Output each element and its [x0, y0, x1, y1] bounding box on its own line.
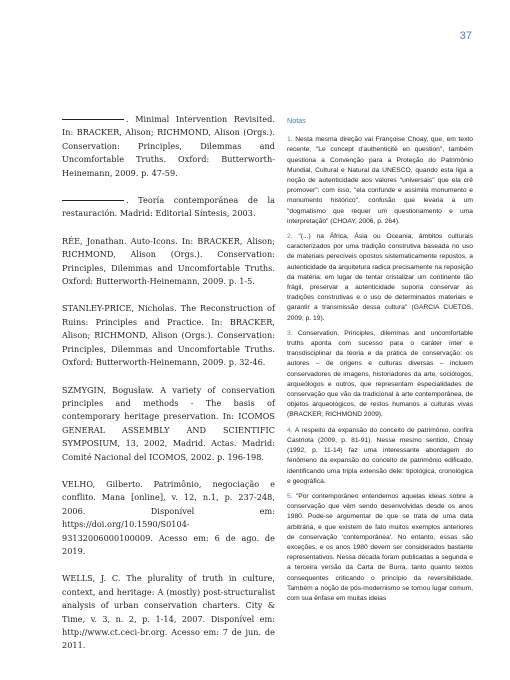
- footnote-number: 4.: [287, 426, 293, 434]
- footnote: 3. Conservation. Principles, dilemmas and uncomfortable truths aponta com sucesso para o caráter inter e transdisciplinar da teoria e da prática de conservação: os autores – de origens e culturas diversas – incluem conservadores de imagens, historiadores da arte, sociólogos, arqueólogos e outros, que representam especialidades de conservação que vão da tradicional à arte contemporânea, de objetos arqueológicos, de restos humanos a culturas vivas (BRACKER; RICHMOND 2009).: [287, 329, 473, 419]
- author-repeat-dash: [62, 200, 124, 201]
- footnote: 1. Nesta mesma direção vai Françoise Choay, que, em texto recente, "Le concept d'authenticité en question", também questiona a Convenção para a Proteção do Patrimônio Mundial, Cultural e Natural da UNESCO, quando esta liga a noção de autenticidade aos valores "universais" que ela crê promover": com isso, "ela confunde e assimila monumento e monumento histórico", confusão que levaria a um "dogmatismo que requer um questionamento e uma interpretação" (CHOAY, 2006, p. 264).: [287, 136, 473, 225]
- notes-heading: Notas: [287, 116, 306, 125]
- footnote: 4. A respeito da expansão do conceito de patrimônio, confira Castriota (2009, p. 81-91). Nesse mesmo sentido, Choay (1992, p. 11-14) faz uma interessante abordagem do fenômeno da expansão do conceito de patrimônio edificado, identificando uma tripla extensão dele: tipológica, cronológica e geográfica.: [287, 426, 473, 485]
- author-repeat-dash: [62, 119, 124, 120]
- reference-entry: VELHO, Gilberto. Patrimônio, negociação e conflito. Mana [online], v. 12, n.1, p. 237-248, 2006. Disponível em: https://doi.org/10.1590/S0104-93132006000100009. Acesso em: 6 de ago. de 2019.: [62, 478, 275, 556]
- reference-entry: . Minimal Intervention Revisited. In: BRACKER, Alison; RICHMOND, Alison (Orgs.). Conservation: Principles, Dilemmas and Uncomfortable Truths. Oxford: Butterworth-Heinemann, 2009. p. 47-59.: [62, 114, 275, 178]
- footnote: 5. "Por contemporâneo entendemos aquelas ideias sobre a conservação que vêm sendo desenvolvidas desde os anos 1980. Pode-se argumentar de que se trata de uma data arbitrária, e que existem de fato muitos exemplos anteriores de conservação 'contemporânea'. No entanto, essas são exceções, e os anos 1980 devem ser considerados bastante representativos. Nessa década foram publicadas a segunda e a terceira versão da Carta de Burra, tanto quanto textos consequentes criticando o princípio da reversibilidade. Também a noção de pós-modernismo se tornou lugar comum, com sua ênfase em muitas ideias: [287, 492, 474, 602]
- reference-entry: STANLEY-PRICE, Nicholas. The Reconstruction of Ruins: Principles and Practice. In: BRACKER, Alison; RICHMOND, Alison (Orgs.). Conservation: Principles, Dilemmas and Uncomfortable Truths. Oxford: Butterworth-Heinemann, 2009. p. 32-46.: [62, 303, 275, 368]
- footnote-number: 1.: [287, 136, 293, 144]
- page-number: 37: [459, 30, 472, 42]
- footnote-number: 5.: [287, 492, 293, 500]
- references-column: [62, 113, 275, 667]
- reference-entry: SZMYGIN, Bogusław. A variety of conservation principles and methods - The basis of contemporary heritage preservation. In: ICOMOS GENERAL ASSEMBLY AND SCIENTIFIC SYMPOSIUM, 13, 2002, Madrid. Actas. Madrid: Comité Nacional del ICOMOS, 2002. p. 196-198.: [62, 384, 275, 462]
- reference-entry: . Teoría contemporánea de la restauración. Madrid: Editorial Síntesis, 2003.: [62, 195, 275, 219]
- footnote-number: 3.: [287, 329, 293, 337]
- footnote: 2. "(...) na África, Ásia ou Oceania, âmbitos culturais caracterizados por uma tradição construtiva baseada no uso de materiais perecíveis opostos sistematicamente repostos, a autenticidade da arquitetura radica precisamente na reposição da matéria: em lugar de tentar cristalizar um continente tão frágil, preservar a autenticidade suporia conservar as tradições construtivas e o uso de determinados materiais e garantir a transmissão dessa cultura" (GARCIA CUETOS, 2009, p. 19).: [287, 233, 473, 322]
- reference-entry: RÉE, Jonathan. Auto-Icons. In: BRACKER, Alison; RICHMOND, Alison (Orgs.). Conservation: Principles, Dilemmas and Uncomfortable Truths. Oxford: Butterworth-Heinemann, 2009. p. 1-5.: [62, 235, 275, 287]
- notes-column: [287, 116, 473, 609]
- reference-entry: WELLS, J. C. The plurality of truth in culture, context, and heritage: A (mostly) post-structuralist analysis of urban conservation charters. City & Time, v. 3, n. 2, p. 1-14, 2007. Disponível em: http://www.ct.ceci-br.org. Acesso em: 7 de jun. de 2011.: [62, 573, 275, 651]
- footnote-number: 2.: [287, 233, 293, 241]
